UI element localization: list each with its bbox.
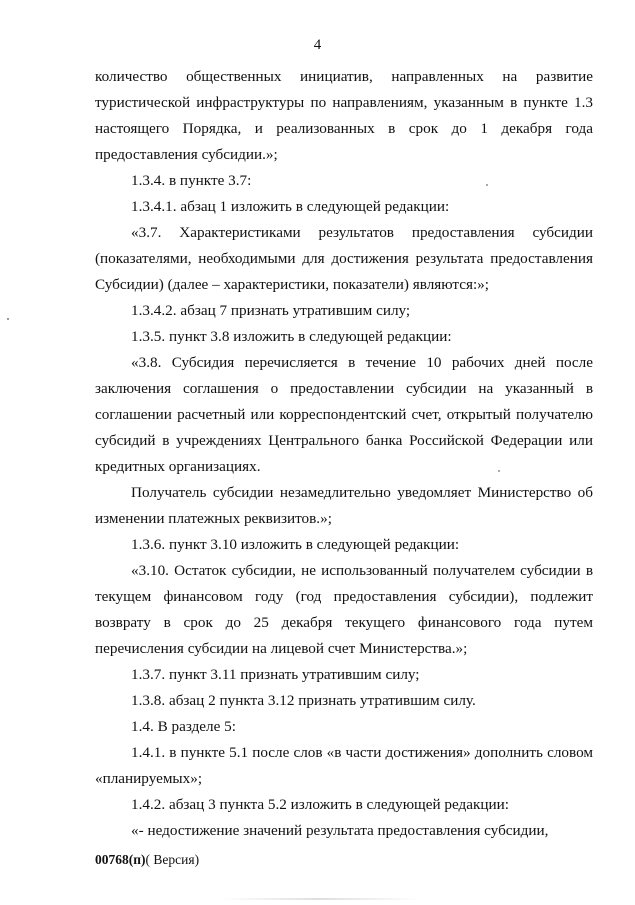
paragraph: количество общественных инициатив, направленных на развитие туристической инфраструктуры по направлениям, указанным в пункте 1.3 настоящего Порядка, и реализованных в срок до 1 декабря года предоставления субсидии.»; — [95, 68, 593, 163]
scan-edge-shadow — [220, 898, 420, 900]
document-footer — [95, 851, 199, 869]
scan-speck — [498, 470, 500, 472]
paragraph: 1.4.1. в пункте 5.1 после слов «в части достижения» дополнить словом «планируемых»; — [95, 744, 593, 787]
paragraph: 1.4. В разделе 5: — [131, 718, 236, 735]
paragraph: «3.7. Характеристиками результатов предоставления субсидии (показателями, необходимыми для достижения результата предоставления Субсидии) (далее – характеристики, показатели) являются:»; — [95, 224, 593, 293]
scan-speck — [486, 184, 488, 186]
paragraph: 1.3.4.2. абзац 7 признать утратившим силу; — [131, 302, 411, 319]
document-body — [95, 64, 593, 844]
paragraph: 1.4.2. абзац 3 пункта 5.2 изложить в следующей редакции: — [131, 796, 510, 813]
paragraph: «3.10. Остаток субсидии, не использованный получателем субсидии в текущем финансовом году (год предоставления субсидии), подлежит возврату в срок до 25 декабря текущего финансового года путем перечисления субсидии на лицевой счет Министерства.»; — [95, 562, 593, 657]
document-version: ( Версия) — [145, 852, 200, 867]
document-code: 00768(п) — [95, 852, 146, 867]
paragraph: «- недостижение значений результата предоставления субсидии, — [131, 822, 549, 839]
page-number: 4 — [313, 37, 322, 53]
paragraph: 1.3.5. пункт 3.8 изложить в следующей редакции: — [131, 328, 452, 345]
paragraph: 1.3.4.1. абзац 1 изложить в следующей редакции: — [131, 198, 450, 215]
paragraph: Получатель субсидии незамедлительно уведомляет Министерство об изменении платежных реквизитов.»; — [95, 484, 593, 527]
paragraph: 1.3.7. пункт 3.11 признать утратившим силу; — [131, 666, 420, 683]
paragraph: 1.3.4. в пункте 3.7: — [131, 172, 252, 189]
paragraph: 1.3.8. абзац 2 пункта 3.12 признать утратившим силу. — [131, 692, 476, 709]
paragraph: «3.8. Субсидия перечисляется в течение 10 рабочих дней после заключения соглашения о предоставлении субсидии на указанный в соглашении расчетный или корреспондентский счет, открытый получателю субсидий в учреждениях Центрального банка Российской Федерации или кредитных организациях. — [95, 354, 593, 475]
scan-speck — [7, 318, 9, 320]
paragraph: 1.3.6. пункт 3.10 изложить в следующей редакции: — [131, 536, 460, 553]
